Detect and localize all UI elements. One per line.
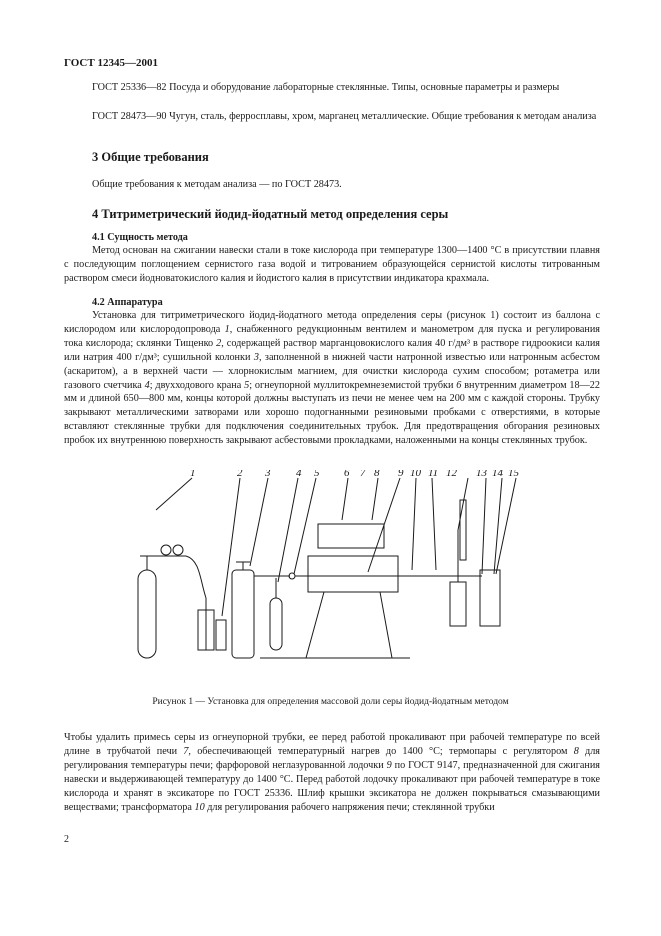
fig-label-8: 8 bbox=[374, 470, 380, 479]
fig-label-3: 3 bbox=[265, 470, 271, 479]
titration-vessel bbox=[450, 582, 466, 626]
reference-25336: ГОСТ 25336—82 Посуда и оборудование лабораторные стеклянные. Типы, основные параметры и размеры bbox=[92, 82, 560, 93]
apparatus-figure bbox=[110, 470, 550, 670]
fig-label-1: 1 bbox=[190, 470, 196, 479]
continuation-text: Чтобы удалить примесь серы из огнеупорной трубки, ее перед работой прокаливают при рабочей температуре по всей длине в трубчатой печи 7, обеспечивающей температурный нагрев до 1400 °С; термопары с регулятором 8 для регулирования температуры печи; фарфоровой неглазурованной лодочки 9 по ГОСТ 9147, предназначенной для сжигания навески и выдерживающей температуру до 1400 °С. Перед работой лодочку прокаливают при рабочей температуре в токе кислорода и хранят в эксикаторе по ГОСТ 25336. Шлиф крышки эксикатора не должен покрываться смазывающими веществами; трансформатора 10 для регулирования рабочего напряжения печи; стеклянной трубки bbox=[64, 732, 600, 813]
fig-label-12: 12 bbox=[446, 470, 457, 479]
subsection-4-2-text: Установка для титриметрического йодид-йодатного метода определения серы (рисунок 1) состоит из баллона с кислородом или кислородопровода 1, снабженного редукционным вентилем и манометром для пуска и регулирования тока кислорода; склянки Тищенко 2, содержащей раствор марганцовокислого калия 40 г/дм³ в растворе гидроокиси калия или натрия 400 г/дм³; сушильной колонки 3, заполненной в нижней части натронной известью или натронным асбестом (аскаритом), а в верхней части — хлорнокислым магнием, для очистки кислорода сухим способом; ротаметра или газового счетчика 4; двухходового крана 5; огнеупорной муллитокремнеземистой трубки 6 внутренним диаметром 18—22 мм и длиной 650—800 мм, концы которой должны выступать из печи не менее чем на 200 мм с каждой стороны. Трубку закрывают металлическими затворами или хорошо подогнанными резиновыми пробками с отверстиями, в которые вставляют стеклянные трубки для подключения соединительных трубок. Для предотвращения обгорания резиновых пробок их внутреннюю поверхность закрывают асбестовыми прокладками, наложенными на концы стеклянных трубок. bbox=[64, 310, 600, 447]
fig-label-9: 9 bbox=[398, 470, 404, 479]
section-3-heading: 3 Общие требования bbox=[92, 150, 209, 164]
subsection-4-2-heading: 4.2 Аппаратура bbox=[92, 297, 163, 308]
fig-label-2: 2 bbox=[237, 470, 243, 479]
reference-28473: ГОСТ 28473—90 Чугун, сталь, ферросплавы, хром, марганец металлические. Общие требования к методам анализа bbox=[92, 111, 597, 122]
fig-label-10: 10 bbox=[410, 470, 421, 479]
tube-furnace bbox=[308, 556, 398, 592]
subsection-4-1-text: Метод основан на сжигании навески стали в токе кислорода при температуре 1300—1400 °С в присутствии плавня с последующим поглощением сернистого газа водой и титрованием образующейся сернистой кислоты титрованным раствором смеси йодноватокислого калия и йодистого калия в присутствии индикатора крахмала. bbox=[64, 245, 600, 284]
fig-label-7: 7 bbox=[360, 470, 366, 479]
section-3-text: Общие требования к методам анализа — по ГОСТ 28473. bbox=[92, 179, 342, 190]
fig-label-13: 13 bbox=[476, 470, 487, 479]
drying-column bbox=[232, 570, 254, 658]
page-header: ГОСТ 12345—2001 bbox=[64, 57, 158, 69]
fig-label-14: 14 bbox=[492, 470, 503, 479]
subsection-4-1-heading: 4.1 Сущность метода bbox=[92, 232, 188, 243]
fig-label-5: 5 bbox=[314, 470, 320, 479]
manometer bbox=[161, 545, 171, 555]
absorption-vessel bbox=[480, 570, 500, 626]
fig-label-6: 6 bbox=[344, 470, 350, 479]
fig-label-15: 15 bbox=[508, 470, 519, 479]
fig-label-11: 11 bbox=[428, 470, 439, 479]
page-number: 2 bbox=[64, 834, 69, 845]
fig-label-4: 4 bbox=[296, 470, 302, 479]
section-4-heading: 4 Титриметрический йодид-йодатный метод определения серы bbox=[92, 207, 449, 221]
oxygen-cylinder bbox=[138, 570, 156, 658]
rotameter bbox=[270, 598, 282, 650]
figure-caption: Рисунок 1 — Установка для определения массовой доли серы йодид-йодатным методом bbox=[152, 697, 509, 707]
burette bbox=[460, 500, 466, 560]
